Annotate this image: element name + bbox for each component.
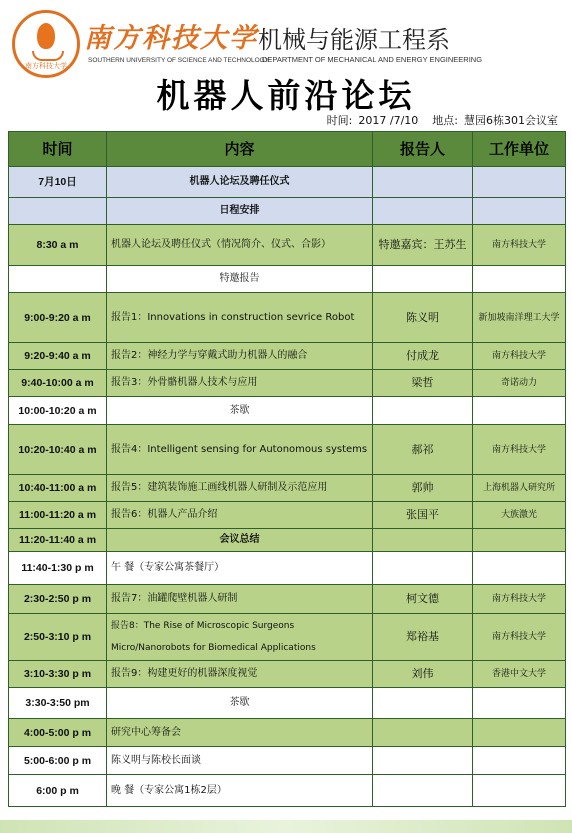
column-header-speaker: 报告人 xyxy=(373,132,473,167)
speaker-cell: 柯文德 xyxy=(373,585,473,614)
content-cell: 报告2：神经力学与穿戴式助力机器人的融合 xyxy=(107,343,373,370)
content-cell: 研究中心筹备会 xyxy=(107,719,373,747)
table-row xyxy=(9,661,566,688)
org-cell xyxy=(473,266,566,293)
content-cell: 报告7：油罐爬壁机器人研制 xyxy=(107,585,373,614)
table-row xyxy=(9,475,566,502)
speaker-cell xyxy=(373,747,473,775)
table-row xyxy=(9,425,566,475)
org-cell: 大族激光 xyxy=(473,502,566,529)
torch-flame-icon xyxy=(37,23,55,49)
column-header-organization: 工作单位 xyxy=(473,132,566,167)
time-label: 时间: xyxy=(326,114,353,127)
table-row xyxy=(9,585,566,614)
org-cell xyxy=(473,198,566,225)
time-cell: 9:20-9:40 a m xyxy=(9,343,107,370)
time-cell: 10:40-11:00 a m xyxy=(9,475,107,502)
org-cell: 南方科技大学 xyxy=(473,343,566,370)
org-cell xyxy=(473,552,566,585)
content-cell: 日程安排 xyxy=(107,198,373,225)
time-cell: 11:40-1:30 p m xyxy=(9,552,107,585)
table-row xyxy=(9,747,566,775)
speaker-cell: 梁哲 xyxy=(373,370,473,397)
table-header-row xyxy=(9,132,566,167)
table-row xyxy=(9,529,566,552)
column-header-time: 时间 xyxy=(9,132,107,167)
time-cell: 5:00-6:00 p m xyxy=(9,747,107,775)
time-cell: 7月10日 xyxy=(9,167,107,198)
content-cell: 报告4：Intelligent sensing for Autonomous systems xyxy=(107,425,373,475)
content-cell: 茶歇 xyxy=(107,397,373,425)
org-cell xyxy=(473,167,566,198)
org-cell: 南方科技大学 xyxy=(473,614,566,661)
speaker-cell: 陈义明 xyxy=(373,293,473,343)
content-cell: 机器人论坛及聘任仪式（情况简介、仪式、合影） xyxy=(107,225,373,266)
content-cell: 会议总结 xyxy=(107,529,373,552)
table-row xyxy=(9,266,566,293)
table-row xyxy=(9,502,566,529)
speaker-cell: 郭帅 xyxy=(373,475,473,502)
location-value: 慧园6栋301会议室 xyxy=(464,114,558,127)
university-name-cn: 南方科技大学 xyxy=(84,23,258,54)
content-cell: 报告8：The Rise of Microscopic Surgeons Micro/Nanorobots for Biomedical Applications xyxy=(107,614,373,661)
content-cell: 报告9：构建更好的机器深度视觉 xyxy=(107,661,373,688)
table-row xyxy=(9,167,566,198)
department-name-en: DEPARTMENT OF MECHANICAL AND ENERGY ENGINEERING xyxy=(262,55,483,64)
speaker-cell: 郑裕基 xyxy=(373,614,473,661)
content-cell: 陈义明与陈校长面谈 xyxy=(107,747,373,775)
table-row xyxy=(9,343,566,370)
speaker-cell: 刘伟 xyxy=(373,661,473,688)
content-cell: 茶歇 xyxy=(107,688,373,719)
org-cell: 香港中文大学 xyxy=(473,661,566,688)
footer-decoration xyxy=(0,820,572,833)
logo-text: 南方科技大学 xyxy=(25,62,67,70)
speaker-cell xyxy=(373,198,473,225)
speaker-cell xyxy=(373,529,473,552)
location-label: 地点: xyxy=(432,114,458,127)
university-logo-icon xyxy=(12,10,80,78)
content-cell: 机器人论坛及聘任仪式 xyxy=(107,167,373,198)
time-cell: 6:00 p m xyxy=(9,775,107,807)
org-cell xyxy=(473,397,566,425)
table-row xyxy=(9,397,566,425)
speaker-cell xyxy=(373,719,473,747)
table-row xyxy=(9,614,566,661)
time-cell: 2:50-3:10 p m xyxy=(9,614,107,661)
org-cell: 奇诺动力 xyxy=(473,370,566,397)
speaker-cell xyxy=(373,688,473,719)
content-cell: 报告6：机器人产品介绍 xyxy=(107,502,373,529)
time-cell: 11:00-11:20 a m xyxy=(9,502,107,529)
time-cell xyxy=(9,266,107,293)
org-cell: 新加坡南洋理工大学 xyxy=(473,293,566,343)
time-cell: 8:30 a m xyxy=(9,225,107,266)
torch-base-icon xyxy=(32,51,64,61)
speaker-cell xyxy=(373,397,473,425)
org-cell: 南方科技大学 xyxy=(473,425,566,475)
time-cell: 4:00-5:00 p m xyxy=(9,719,107,747)
content-cell: 晚 餐（专家公寓1栋2层） xyxy=(107,775,373,807)
speaker-cell xyxy=(373,167,473,198)
speaker-cell: 付成龙 xyxy=(373,343,473,370)
time-cell: 2:30-2:50 p m xyxy=(9,585,107,614)
org-cell: 南方科技大学 xyxy=(473,225,566,266)
table-row xyxy=(9,688,566,719)
speaker-cell xyxy=(373,775,473,807)
department-name-cn: 机械与能源工程系 xyxy=(258,26,450,54)
speaker-cell xyxy=(373,266,473,293)
table-row xyxy=(9,198,566,225)
table-row xyxy=(9,775,566,807)
page-header xyxy=(0,0,572,130)
org-cell xyxy=(473,747,566,775)
time-cell: 3:30-3:50 pm xyxy=(9,688,107,719)
org-cell xyxy=(473,719,566,747)
time-cell: 10:20-10:40 a m xyxy=(9,425,107,475)
content-cell: 午 餐（专家公寓茶餐厅） xyxy=(107,552,373,585)
org-cell xyxy=(473,688,566,719)
table-row xyxy=(9,370,566,397)
table-row xyxy=(9,293,566,343)
time-cell: 9:00-9:20 a m xyxy=(9,293,107,343)
schedule-table xyxy=(8,131,566,807)
column-header-content: 内容 xyxy=(107,132,373,167)
page-title: 机器人前沿论坛 xyxy=(156,76,416,115)
event-meta xyxy=(321,112,558,128)
time-value: 2017 /7/10 xyxy=(358,114,419,127)
time-cell xyxy=(9,198,107,225)
time-cell: 11:20-11:40 a m xyxy=(9,529,107,552)
content-cell: 报告3：外骨骼机器人技术与应用 xyxy=(107,370,373,397)
table-row xyxy=(9,225,566,266)
time-cell: 9:40-10:00 a m xyxy=(9,370,107,397)
content-cell: 报告5：建筑装饰施工画线机器人研制及示范应用 xyxy=(107,475,373,502)
content-cell: 报告1：Innovations in construction sevrice Robot xyxy=(107,293,373,343)
content-cell: 特邀报告 xyxy=(107,266,373,293)
speaker-cell: 张国平 xyxy=(373,502,473,529)
org-cell xyxy=(473,775,566,807)
table-row xyxy=(9,719,566,747)
speaker-cell: 特邀嘉宾：王苏生 xyxy=(373,225,473,266)
university-name-en: SOUTHERN UNIVERSITY OF SCIENCE AND TECHNOLOGY xyxy=(88,57,270,64)
speaker-cell: 郝祁 xyxy=(373,425,473,475)
org-cell: 南方科技大学 xyxy=(473,585,566,614)
time-cell: 10:00-10:20 a m xyxy=(9,397,107,425)
table-row xyxy=(9,552,566,585)
speaker-cell xyxy=(373,552,473,585)
time-cell: 3:10-3:30 p m xyxy=(9,661,107,688)
org-cell: 上海机器人研究所 xyxy=(473,475,566,502)
org-cell xyxy=(473,529,566,552)
